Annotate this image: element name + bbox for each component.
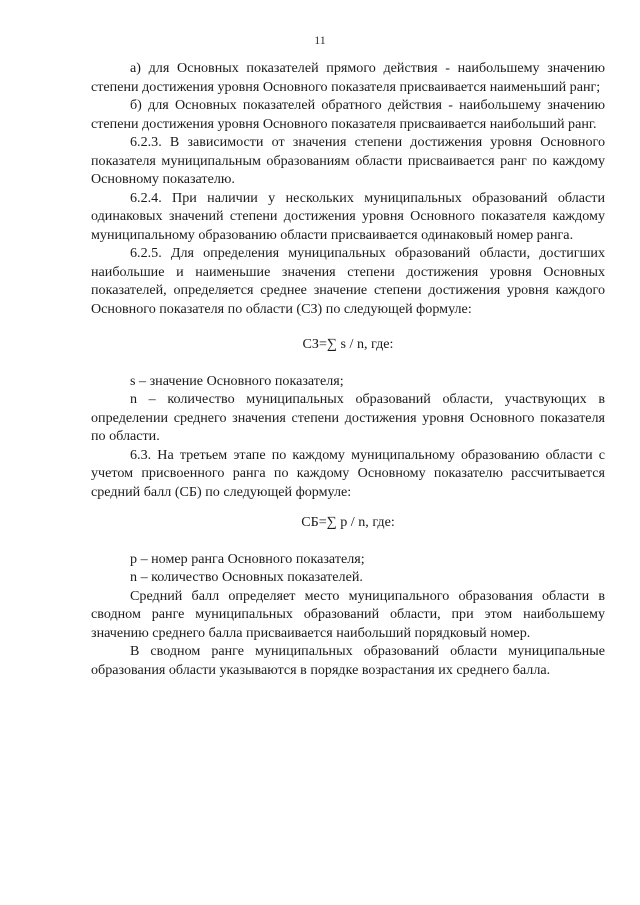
document-body (91, 59, 605, 679)
paragraph-6-2-3: 6.2.3. В зависимости от значения степени достижения уровня Основного показателя муниципальным образованиям области присваивается ранг по каждому Основному показателю. (91, 134, 605, 187)
formula-average-value: СЗ=∑ s / n, где: (302, 336, 394, 352)
paragraph-6-3: 6.3. На третьем этапе по каждому муниципальному образованию области с учетом присвоенного ранга по каждому Основному показателю рассчитывается средний балл (СБ) по следующей формуле: (91, 446, 605, 500)
paragraph-a-direct-indicators: а) для Основных показателей прямого действия - наибольшему значению степени достижения уровня Основного показателя присваивается наименьший ранг; (91, 60, 605, 95)
definition-p: p – номер ранга Основного показателя; (130, 550, 365, 567)
definition-n-indicators: n – количество Основных показателей. (130, 569, 363, 585)
paragraph-summary-ranking: В сводном ранге муниципальных образований области муниципальные образования области указываются в порядке возрастания их среднего балла. (91, 643, 605, 678)
formula-average-score: СБ=∑ p / n, где: (301, 514, 395, 530)
definition-n-municipalities: n – количество муниципальных образований области, участвующих в определении среднего значения степени достижения уровня Основного показателя по области. (91, 391, 605, 444)
definition-s: s – значение Основного показателя; (130, 372, 344, 389)
paragraph-6-2-4: 6.2.4. При наличии у нескольких муниципальных образований области одинаковых значений степени достижения уровня Основного показателя каждому муниципальному образованию области присваивается одинаковый номер ранга. (91, 189, 605, 243)
paragraph-6-2-5: 6.2.5. Для определения муниципальных образований области, достигших наибольшие и наименьшие значения степени достижения уровня Основных показателей, определяется среднее значение степени достижения уровня каждого Основного показателя по области (СЗ) по следующей формуле: (91, 245, 605, 317)
paragraph-b-inverse-indicators: б) для Основных показателей обратного действия - наибольшему значению степени достижения уровня Основного показателя присваивается наибольший ранг. (91, 97, 605, 132)
page-number: 11 (314, 33, 326, 47)
paragraph-average-score-place: Средний балл определяет место муниципального образования области в сводном ранге муниципальных образований области, при этом наибольшему значению среднего балла присваивается наибольший порядковый номер. (91, 587, 605, 641)
